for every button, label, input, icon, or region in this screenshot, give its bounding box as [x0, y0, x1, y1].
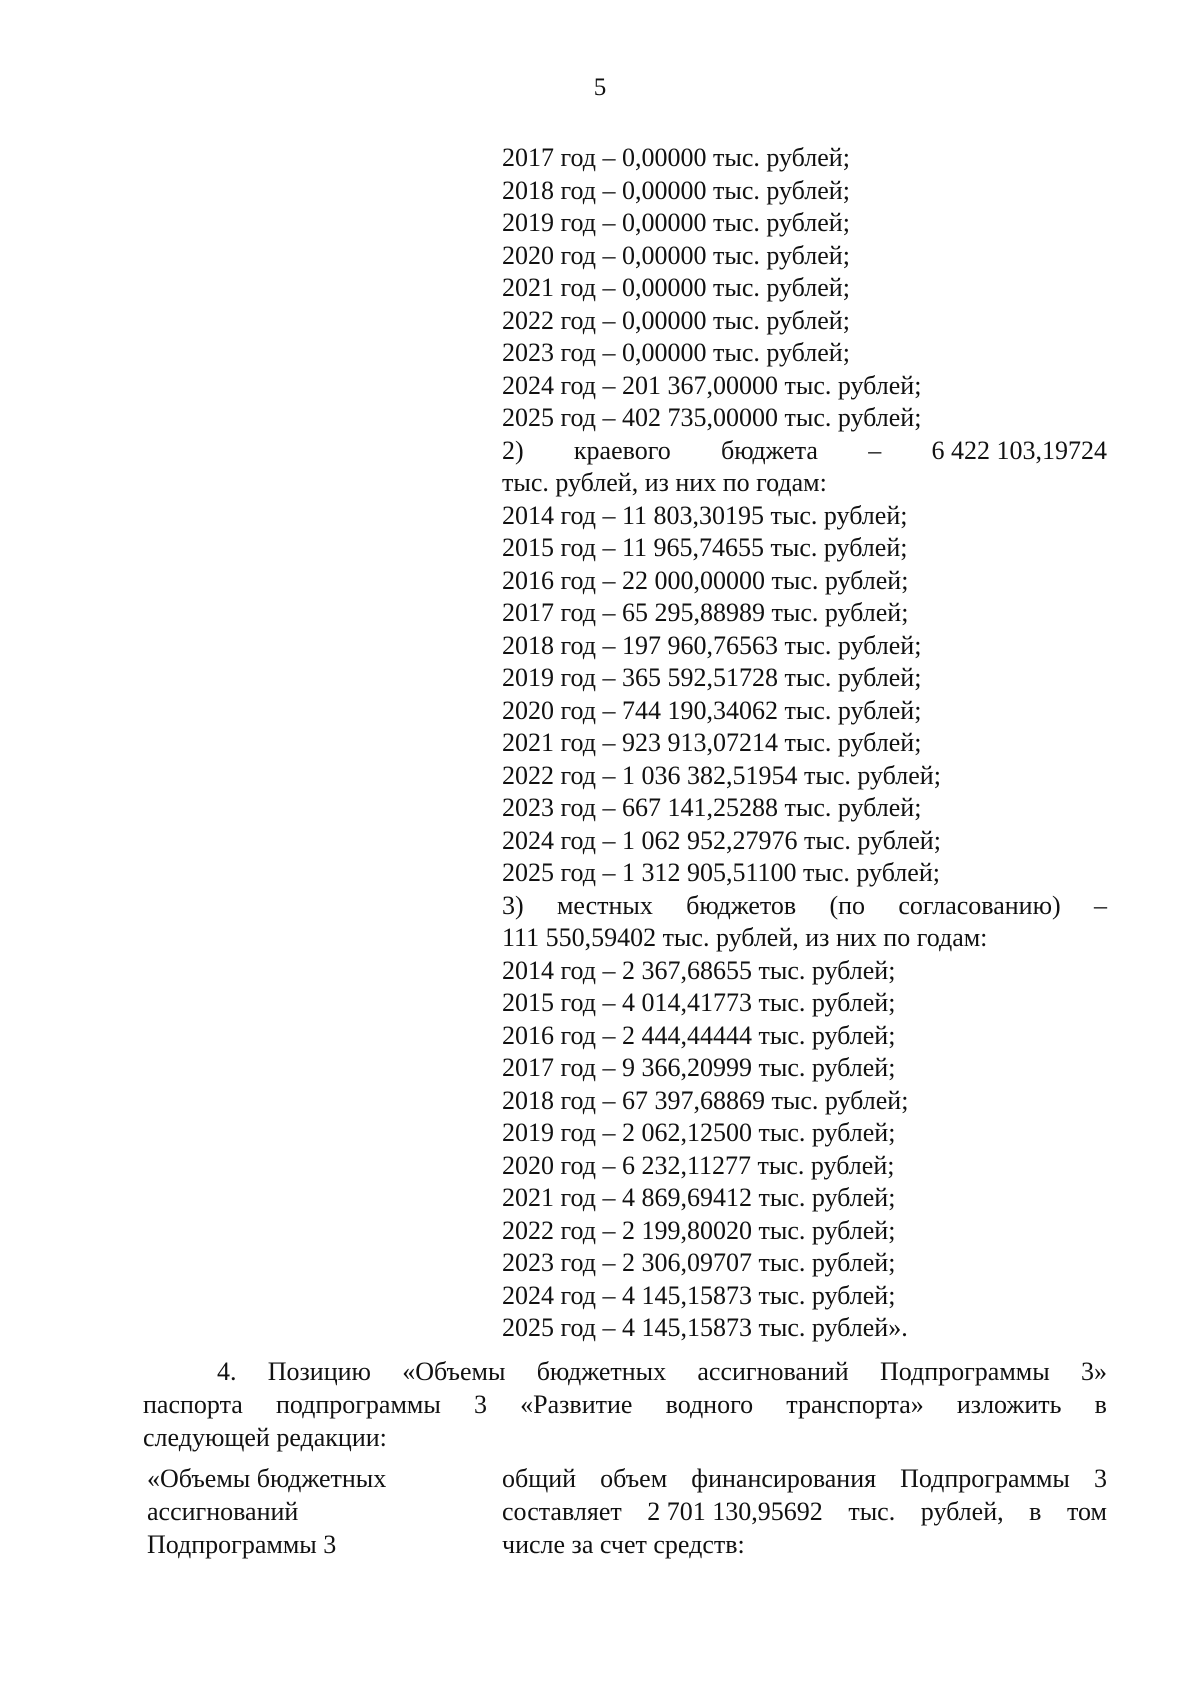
- paragraph-word: ассигнований: [697, 1357, 849, 1386]
- table-word: 2 701 130,95692: [647, 1497, 823, 1526]
- list-item: 2016 год – 2 444,44444 тыс. рублей;: [502, 1020, 896, 1050]
- paragraph-line: следующей редакции:: [143, 1423, 387, 1452]
- paragraph-word: паспорта: [143, 1390, 243, 1419]
- list-item: 2023 год – 0,00000 тыс. рублей;: [502, 338, 850, 367]
- paragraph-word: подпрограммы: [275, 1390, 441, 1419]
- list-item: 2018 год – 0,00000 тыс. рублей;: [502, 175, 850, 205]
- local-budgets-heading: [502, 890, 1107, 923]
- list-item: 2020 год – 744 190,34062 тыс. рублей;: [502, 695, 922, 725]
- list-item: 2024 год – 4 145,15873 тыс. рублей;: [502, 1280, 896, 1310]
- regional-budget-heading-line2: тыс. рублей, из них по годам:: [502, 468, 827, 497]
- list-item: 2019 год – 0,00000 тыс. рублей;: [502, 208, 850, 237]
- paragraph-word: 3»: [1080, 1357, 1107, 1386]
- list-item: 2022 год – 2 199,80020 тыс. рублей;: [502, 1215, 896, 1245]
- list-item: 2020 год – 0,00000 тыс. рублей;: [502, 240, 850, 270]
- list-item: 2015 год – 4 014,41773 тыс. рублей;: [502, 988, 896, 1017]
- regional-budget-section: [502, 435, 1107, 890]
- paragraph-word: бюджетных: [536, 1357, 667, 1386]
- paragraph-word: транспорта»: [786, 1390, 924, 1419]
- heading-word: (по: [829, 890, 866, 920]
- heading-word: –: [868, 435, 882, 465]
- table-label-line: ассигнований: [147, 1497, 299, 1526]
- table-word: финансирования: [691, 1464, 877, 1493]
- table-word: объем: [600, 1464, 668, 1493]
- paragraph-word: «Объемы: [402, 1357, 506, 1386]
- list-item: 2025 год – 1 312 905,51100 тыс. рублей;: [502, 858, 940, 887]
- list-item: 2014 год – 11 803,30195 тыс. рублей;: [502, 500, 908, 530]
- continuation-list: [502, 142, 1107, 435]
- paragraph-word: Подпрограммы: [879, 1357, 1050, 1386]
- heading-word: –: [1093, 890, 1107, 920]
- list-item: 2021 год – 4 869,69412 тыс. рублей;: [502, 1183, 896, 1212]
- list-item: 2018 год – 197 960,76563 тыс. рублей;: [502, 630, 922, 660]
- heading-word: бюджетов: [686, 890, 797, 920]
- list-item: 2017 год – 9 366,20999 тыс. рублей;: [502, 1053, 896, 1082]
- paragraph-word: 4.: [217, 1357, 237, 1386]
- heading-word: согласованию): [898, 890, 1061, 920]
- table-word: составляет: [502, 1497, 622, 1526]
- local-budgets-heading-line2: 111 550,59402 тыс. рублей, из них по годам:: [502, 923, 988, 952]
- list-item: 2022 год – 0,00000 тыс. рублей;: [502, 305, 850, 335]
- table-label-line: Подпрограммы 3: [147, 1530, 337, 1559]
- list-item: 2023 год – 2 306,09707 тыс. рублей;: [502, 1248, 896, 1277]
- paragraph-line: [143, 1388, 1107, 1421]
- list-item: 2022 год – 1 036 382,51954 тыс. рублей;: [502, 760, 941, 790]
- paragraph-word: водного: [665, 1390, 754, 1419]
- heading-word: 6 422 103,19724: [931, 435, 1107, 465]
- table-word: рублей,: [920, 1497, 1004, 1526]
- regional-budget-heading: [502, 435, 1107, 468]
- table-word: тыс.: [848, 1497, 896, 1526]
- list-item: 2024 год – 201 367,00000 тыс. рублей;: [502, 370, 922, 400]
- list-item: 2016 год – 22 000,00000 тыс. рублей;: [502, 565, 909, 595]
- table-value-line: [502, 1462, 1107, 1495]
- table-word: Подпрограммы: [900, 1464, 1070, 1493]
- paragraph-word: «Развитие: [520, 1390, 633, 1419]
- budget-breakdown-column: [502, 142, 1107, 1345]
- list-item: 2017 год – 65 295,88989 тыс. рублей;: [502, 598, 909, 627]
- paragraph-4: [143, 1355, 1107, 1454]
- table-cell-value: [502, 1462, 1107, 1561]
- list-item: 2025 год – 4 145,15873 тыс. рублей».: [502, 1313, 908, 1342]
- table-value-line: [502, 1495, 1107, 1528]
- list-item: 2020 год – 6 232,11277 тыс. рублей;: [502, 1150, 895, 1180]
- list-item: 2019 год – 2 062,12500 тыс. рублей;: [502, 1118, 896, 1147]
- paragraph-word: Позицию: [267, 1357, 371, 1386]
- table-word: в: [1029, 1497, 1042, 1526]
- local-budgets-section: [502, 890, 1107, 1345]
- paragraph-word: изложить: [956, 1390, 1062, 1419]
- table-value-line: числе за счет средств:: [502, 1530, 745, 1559]
- table-word: общий: [502, 1464, 577, 1493]
- list-item: 2015 год – 11 965,74655 тыс. рублей;: [502, 533, 908, 562]
- list-item: 2018 год – 67 397,68869 тыс. рублей;: [502, 1085, 909, 1115]
- table-word: 3: [1093, 1464, 1107, 1493]
- heading-word: бюджета: [721, 435, 818, 465]
- list-item: 2021 год – 0,00000 тыс. рублей;: [502, 273, 850, 302]
- page-number: 5: [593, 74, 607, 101]
- list-item: 2021 год – 923 913,07214 тыс. рублей;: [502, 728, 922, 757]
- list-item: 2017 год – 0,00000 тыс. рублей;: [502, 143, 850, 172]
- heading-word: местных: [556, 890, 653, 920]
- table-cell-label: [147, 1462, 447, 1561]
- list-item: 2023 год – 667 141,25288 тыс. рублей;: [502, 793, 922, 822]
- list-item: 2019 год – 365 592,51728 тыс. рублей;: [502, 663, 922, 692]
- paragraph-word: в: [1094, 1390, 1107, 1419]
- heading-word: 2): [502, 435, 524, 465]
- list-item: 2014 год – 2 367,68655 тыс. рублей;: [502, 955, 896, 985]
- paragraph-line: [143, 1355, 1107, 1388]
- paragraph-word: 3: [474, 1390, 487, 1419]
- list-item: 2025 год – 402 735,00000 тыс. рублей;: [502, 403, 922, 432]
- table-word: том: [1067, 1497, 1107, 1526]
- list-item: 2024 год – 1 062 952,27976 тыс. рублей;: [502, 825, 941, 855]
- heading-word: краевого: [573, 435, 671, 465]
- table-label-line: «Объемы бюджетных: [147, 1464, 387, 1493]
- heading-word: 3): [502, 890, 524, 920]
